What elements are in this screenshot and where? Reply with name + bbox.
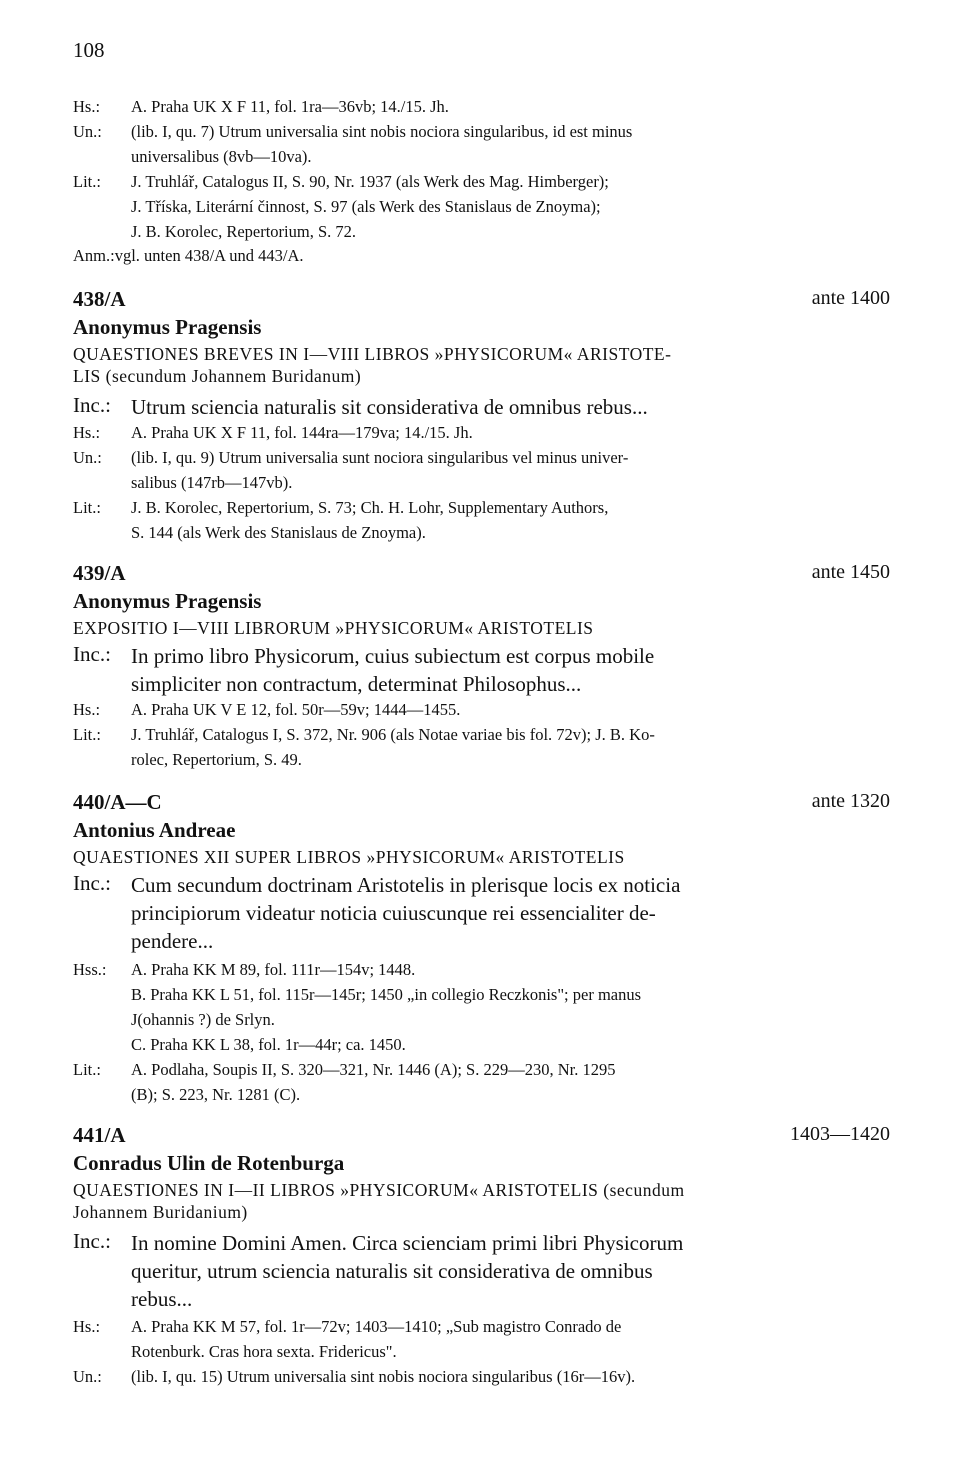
un-line: (lib. I, qu. 15) Utrum universalia sint nobis nociora singularibus (16r—16v). (131, 1367, 636, 1386)
title-line: EXPOSITIO I—VIII LIBRORUM »PHYSICORUM« ARISTOTELIS (73, 618, 594, 638)
entry-title (73, 846, 890, 868)
inc-label: Inc.: (73, 871, 111, 895)
entry-date: ante 1450 (811, 561, 890, 583)
entry-author: Antonius Andreae (73, 818, 236, 842)
hs-line: Rotenburk. Cras hora sexta. Fridericus". (131, 1342, 397, 1361)
inc-line: Utrum sciencia naturalis sit considerativa de omnibus rebus... (131, 395, 648, 419)
inc-label: Inc.: (73, 642, 111, 666)
inc-line: principiorum videatur noticia cuiuscunque rei essencialiter de- (131, 901, 656, 925)
inc-label: Inc.: (73, 393, 111, 417)
page-number: 108 (73, 38, 105, 62)
hs-line: C. Praha KK L 38, fol. 1r—44r; ca. 1450. (131, 1035, 406, 1054)
lit-line: A. Podlaha, Soupis II, S. 320—321, Nr. 1446 (A); S. 229—230, Nr. 1295 (131, 1060, 616, 1079)
lit-line: J. B. Korolec, Repertorium, S. 73; Ch. H. Lohr, Supplementary Authors, (131, 498, 609, 517)
title-line: QUAESTIONES IN I—II LIBROS »PHYSICORUM« ARISTOTELIS (secundum (73, 1180, 685, 1200)
title-line: Johannem Buridanium) (73, 1202, 248, 1222)
un-label: Un.: (73, 122, 102, 141)
entry-header (73, 1123, 890, 1149)
lit-line: J. Truhlář, Catalogus II, S. 90, Nr. 1937 (als Werk des Mag. Himberger); (131, 172, 609, 191)
title-line: QUAESTIONES BREVES IN I—VIII LIBROS »PHYSICORUM« ARISTOTE- (73, 344, 672, 364)
hs-label: Hs.: (73, 423, 101, 442)
hs-label: Hss.: (73, 960, 107, 979)
lit-line: S. 144 (als Werk des Stanislaus de Znoyma). (131, 523, 426, 542)
hs-line: A. Praha KK M 89, fol. 111r—154v; 1448. (131, 960, 416, 979)
entry-author: Anonymus Pragensis (73, 589, 262, 613)
lit-line: J. Truhlář, Catalogus I, S. 372, Nr. 906 (als Notae variae bis fol. 72v); J. B. Ko- (131, 725, 655, 744)
un-line: salibus (147rb—147vb). (131, 473, 293, 492)
title-line: LIS (secundum Johannem Buridanum) (73, 366, 362, 386)
entry-title (73, 343, 890, 387)
lit-line: rolec, Repertorium, S. 49. (131, 750, 302, 769)
un-label: Un.: (73, 448, 102, 467)
lit-line: J. B. Korolec, Repertorium, S. 72. (131, 222, 357, 241)
lit-label: Lit.: (73, 725, 101, 744)
un-line: (lib. I, qu. 7) Utrum universalia sint nobis nociora singularibus, id est minus (131, 122, 633, 141)
hs-label: Hs.: (73, 97, 101, 116)
un-line: universalibus (8vb—10va). (131, 147, 312, 166)
anm-text: Anm.:vgl. unten 438/A und 443/A. (73, 246, 304, 265)
entry-id: 438/A (73, 287, 126, 311)
entry-title (73, 617, 890, 639)
inc-line: queritur, utrum sciencia naturalis sit considerativa de omnibus (131, 1259, 653, 1283)
un-label: Un.: (73, 1367, 102, 1386)
entry-id: 439/A (73, 561, 126, 585)
lit-line: J. Tříska, Literární činnost, S. 97 (als Werk des Stanislaus de Znoyma); (131, 197, 601, 216)
entry-author: Anonymus Pragensis (73, 315, 262, 339)
hs-line: A. Praha UK V E 12, fol. 50r—59v; 1444—1455. (131, 700, 461, 719)
hs-label: Hs.: (73, 700, 101, 719)
title-line: QUAESTIONES XII SUPER LIBROS »PHYSICORUM« ARISTOTELIS (73, 847, 625, 867)
hs-line: A. Praha UK X F 11, fol. 144ra—179va; 14./15. Jh. (131, 423, 473, 442)
entry-header (73, 561, 890, 587)
inc-line: In primo libro Physicorum, cuius subiectum est corpus mobile (131, 644, 655, 668)
entry-id: 440/A—C (73, 790, 162, 814)
hs-line: A. Praha KK M 57, fol. 1r—72v; 1403—1410; „Sub magistro Conrado de (131, 1317, 622, 1336)
hs-line: B. Praha KK L 51, fol. 115r—145r; 1450 „in collegio Reczkonis"; per manus (131, 985, 642, 1004)
entry-title (73, 1179, 890, 1223)
entry-id: 441/A (73, 1123, 126, 1147)
entry-date: 1403—1420 (790, 1123, 890, 1145)
un-line: (lib. I, qu. 9) Utrum universalia sunt nociora singularibus vel minus univer- (131, 448, 629, 467)
inc-line: In nomine Domini Amen. Circa scienciam primi libri Physicorum (131, 1231, 684, 1255)
inc-line: pendere... (131, 929, 214, 953)
lit-label: Lit.: (73, 1060, 101, 1079)
hs-text: A. Praha UK X F 11, fol. 1ra—36vb; 14./15. Jh. (131, 97, 449, 116)
lit-label: Lit.: (73, 172, 101, 191)
entry-header (73, 287, 890, 313)
inc-line: simpliciter non contractum, determinat Philosophus... (131, 672, 582, 696)
entry-author: Conradus Ulin de Rotenburga (73, 1151, 345, 1175)
hs-label: Hs.: (73, 1317, 101, 1336)
hs-line: J(ohannis ?) de Srlyn. (131, 1010, 275, 1029)
entry-date: ante 1400 (811, 287, 890, 309)
entry-header (73, 790, 890, 816)
inc-label: Inc.: (73, 1229, 111, 1253)
inc-line: rebus... (131, 1287, 193, 1311)
lit-label: Lit.: (73, 498, 101, 517)
lit-line: (B); S. 223, Nr. 1281 (C). (131, 1085, 301, 1104)
inc-line: Cum secundum doctrinam Aristotelis in plerisque locis ex noticia (131, 873, 681, 897)
entry-date: ante 1320 (811, 790, 890, 812)
